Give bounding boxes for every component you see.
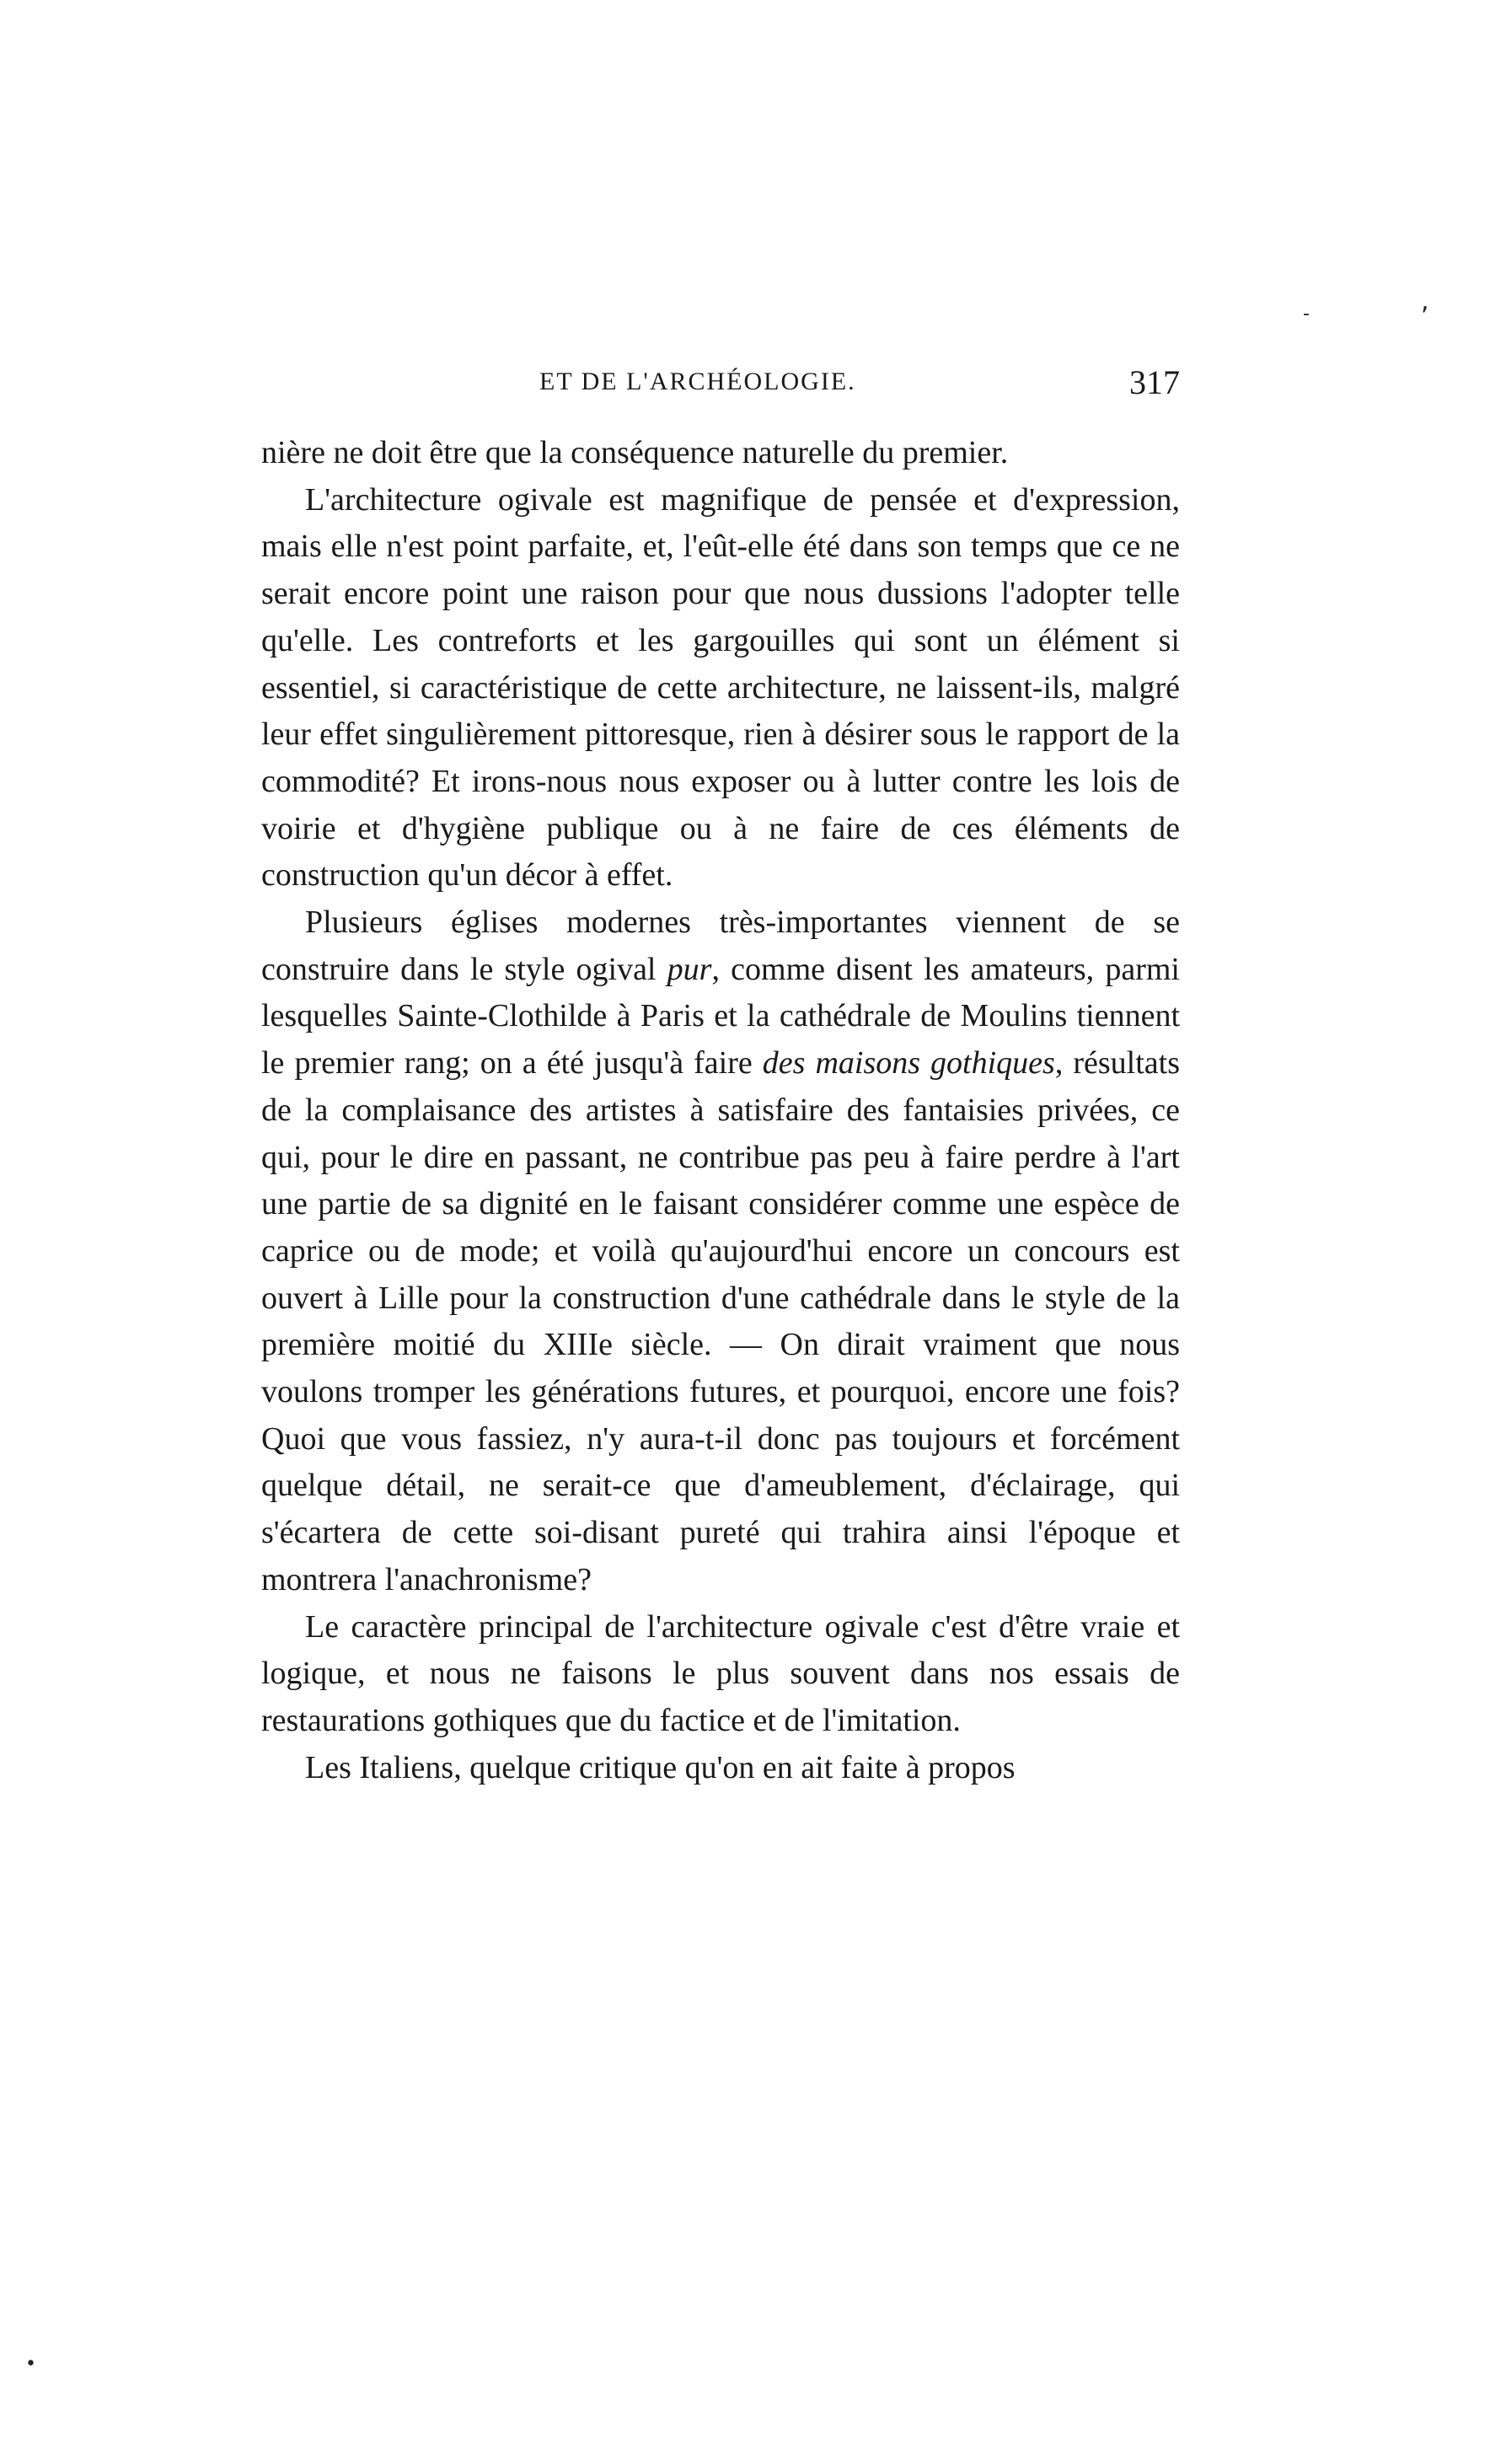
text-run: Plusieurs églises modernes très-importantes viennent de se construire dans le style ogival xyxy=(261,905,1180,987)
text-run: nière ne doit être que la conséquence naturelle du premier. xyxy=(261,435,1009,470)
text-run: , résultats de la complaisance des artistes à satisfaire des fantaisies privées, ce qui, pour le dire en passant, ne contribue pas peu à faire perdre à l'art une partie de sa dignité en le faisant considérer comme une espèce de caprice ou de mode; et voilà qu'aujourd'hui encore un concours est ouvert à Lille pour la construction d'une cathédrale dans le style de la première moitié du XIIIe siècle. — On dirait vraiment que nous voulons tromper les générations futures, et pourquoi, encore une fois? Quoi que vous fassiez, n'y aura-t-il donc pas toujours et forcément quelque détail, ne serait-ce que d'ameublement, d'éclairage, qui s'écartera de cette soi-disant pureté qui trahira ainsi l'époque et montrera l'anachronisme? xyxy=(261,1045,1180,1597)
paragraph xyxy=(261,430,1180,477)
text-run: L'architecture ogivale est magnifique de pensée et d'expression, mais elle n'est point parfaite, et, l'eût-elle été dans son temps que ce ne serait encore point une raison pour que nous dussions l'adopter telle qu'elle. Les contreforts et les gargouilles qui sont un élément si essentiel, si caractéristique de cette architecture, ne laissent-ils, malgré leur effet singulièrement pittoresque, rien à désirer sous le rapport de la commodité? Et irons-nous nous exposer ou à lutter contre les lois de voirie et d'hygiène publique ou à ne faire de ces éléments de construction qu'un décor à effet. xyxy=(261,481,1180,894)
italic-run: pur xyxy=(667,951,712,987)
paragraph xyxy=(261,477,1180,899)
page-number: 317 xyxy=(1129,363,1180,401)
running-title: ET DE L'ARCHÉOLOGIE. xyxy=(539,368,856,395)
italic-run: des maisons gothiques xyxy=(762,1045,1055,1082)
scan-mark: , xyxy=(1421,287,1429,316)
text-run: Le caractère principal de l'architecture ogivale c'est d'être vraie et logique, et nous ne faisons le plus souvent dans nos essais de restaurations gothiques que du factice et de l'imitation. xyxy=(261,1608,1180,1738)
paragraph xyxy=(261,1745,1180,1792)
text-run: Les Italiens, quelque critique qu'on en ait faite à propos xyxy=(305,1749,1016,1785)
paragraph xyxy=(261,899,1180,1604)
running-head xyxy=(261,362,1180,413)
scan-mark: • xyxy=(25,2354,36,2375)
text-run: , comme disent les amateurs, parmi lesquelles Sainte-Clothilde à Paris et la cathédrale de Moulins tiennent le premier rang; on a été jusqu'à faire xyxy=(261,951,1180,1082)
scan-mark: - xyxy=(1303,303,1310,325)
paragraph xyxy=(261,1604,1180,1745)
body-text xyxy=(261,430,1180,1791)
